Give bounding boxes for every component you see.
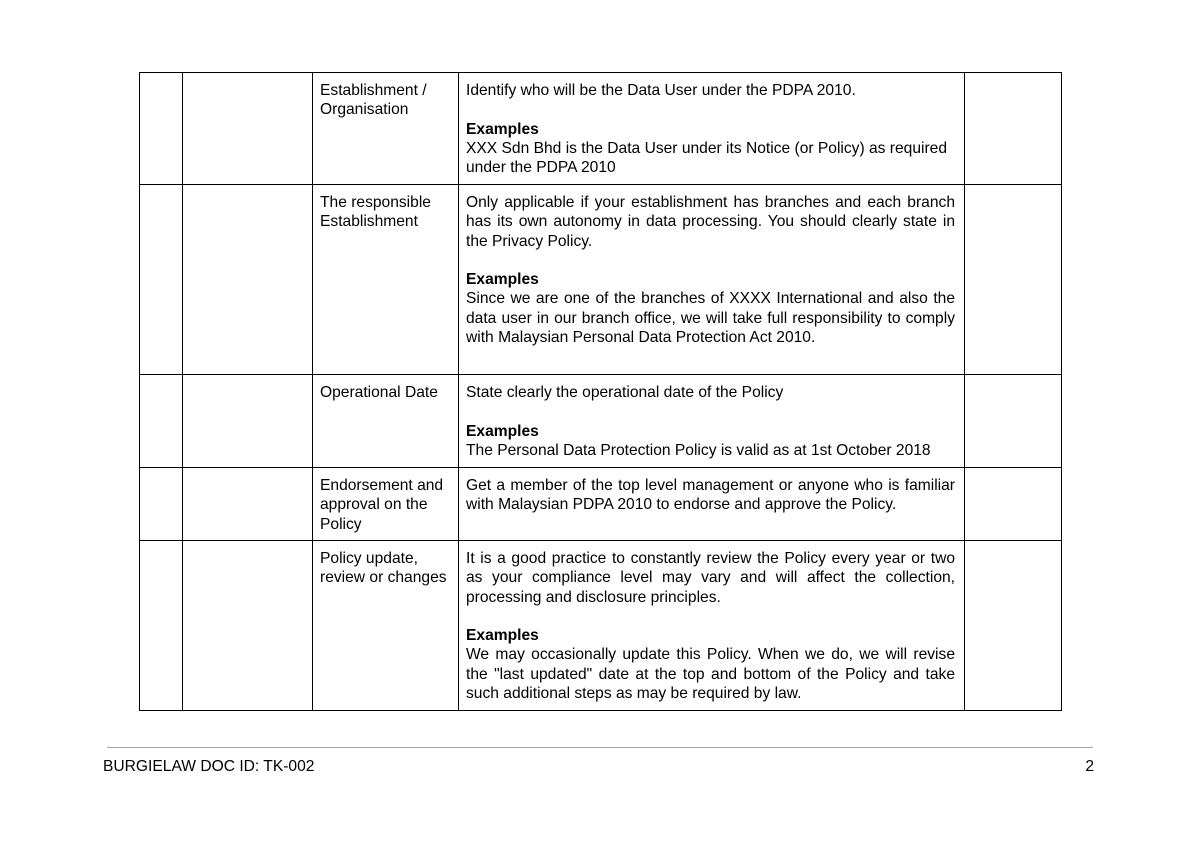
footer-divider [107, 747, 1093, 748]
remarks-cell [965, 375, 1062, 468]
description-cell [459, 73, 965, 185]
description-text: Get a member of the top level management or anyone who is familiar with Malaysian PDPA 2010 to endorse and approve the Policy. [466, 477, 955, 514]
description-text: State clearly the operational date of the Policy [466, 384, 784, 401]
row-number-cell [140, 375, 183, 468]
remarks-cell [965, 185, 1062, 375]
topic-cell [313, 185, 459, 375]
topic-cell [313, 541, 459, 711]
section-cell [183, 185, 313, 375]
description-text: Only applicable if your establishment has branches and each branch has its own autonomy in data processing. You should clearly state in the Privacy Policy. [466, 194, 955, 250]
description-cell [459, 541, 965, 711]
section-cell [183, 468, 313, 541]
topic-label: Operational Date [320, 384, 438, 401]
topic-label: Endorsement and approval on the Policy [320, 477, 444, 533]
description-cell [459, 375, 965, 468]
examples-text: The Personal Data Protection Policy is valid as at 1st October 2018 [466, 441, 931, 459]
page-number: 2 [1085, 758, 1094, 775]
examples-heading: Examples [466, 271, 539, 289]
section-cell [183, 541, 313, 711]
row-number-cell [140, 468, 183, 541]
row-number-cell [140, 185, 183, 375]
remarks-cell [965, 541, 1062, 711]
remarks-cell [965, 73, 1062, 185]
description-text: Identify who will be the Data User under the PDPA 2010. [466, 82, 856, 99]
description-cell [459, 468, 965, 541]
table-row [140, 468, 1062, 541]
examples-text: XXX Sdn Bhd is the Data User under its Notice (or Policy) as required under the PDPA 2010 [466, 139, 948, 177]
topic-label: The responsible Establishment [320, 194, 431, 231]
examples-text: We may occasionally update this Policy. When we do, we will revise the "last updated" date at the top and bottom of the Policy and take such additional steps as may be required by law. [466, 646, 955, 703]
section-cell [183, 73, 313, 185]
description-text: It is a good practice to constantly review the Policy every year or two as your compliance level may vary and will affect the collection, processing and disclosure principles. [466, 550, 955, 606]
table-row [140, 375, 1062, 468]
topic-cell [313, 468, 459, 541]
table-row [140, 541, 1062, 711]
row-number-cell [140, 541, 183, 711]
examples-text: Since we are one of the branches of XXXX International and also the data user in our branch office, we will take full responsibility to comply with Malaysian Personal Data Protection Act 2010. [466, 290, 955, 347]
remarks-cell [965, 468, 1062, 541]
description-cell [459, 185, 965, 375]
topic-label: Policy update, review or changes [320, 550, 447, 587]
topic-cell [313, 73, 459, 185]
examples-heading: Examples [466, 120, 539, 138]
topic-label: Establishment / Organisation [320, 82, 427, 119]
footer-doc-id: BURGIELAW DOC ID: TK-002 [103, 758, 315, 775]
topic-cell [313, 375, 459, 468]
table-row [140, 185, 1062, 375]
examples-heading: Examples [466, 627, 539, 645]
row-number-cell [140, 73, 183, 185]
table-row [140, 73, 1062, 185]
section-cell [183, 375, 313, 468]
policy-guidance-table [139, 72, 1062, 711]
examples-heading: Examples [466, 422, 539, 440]
